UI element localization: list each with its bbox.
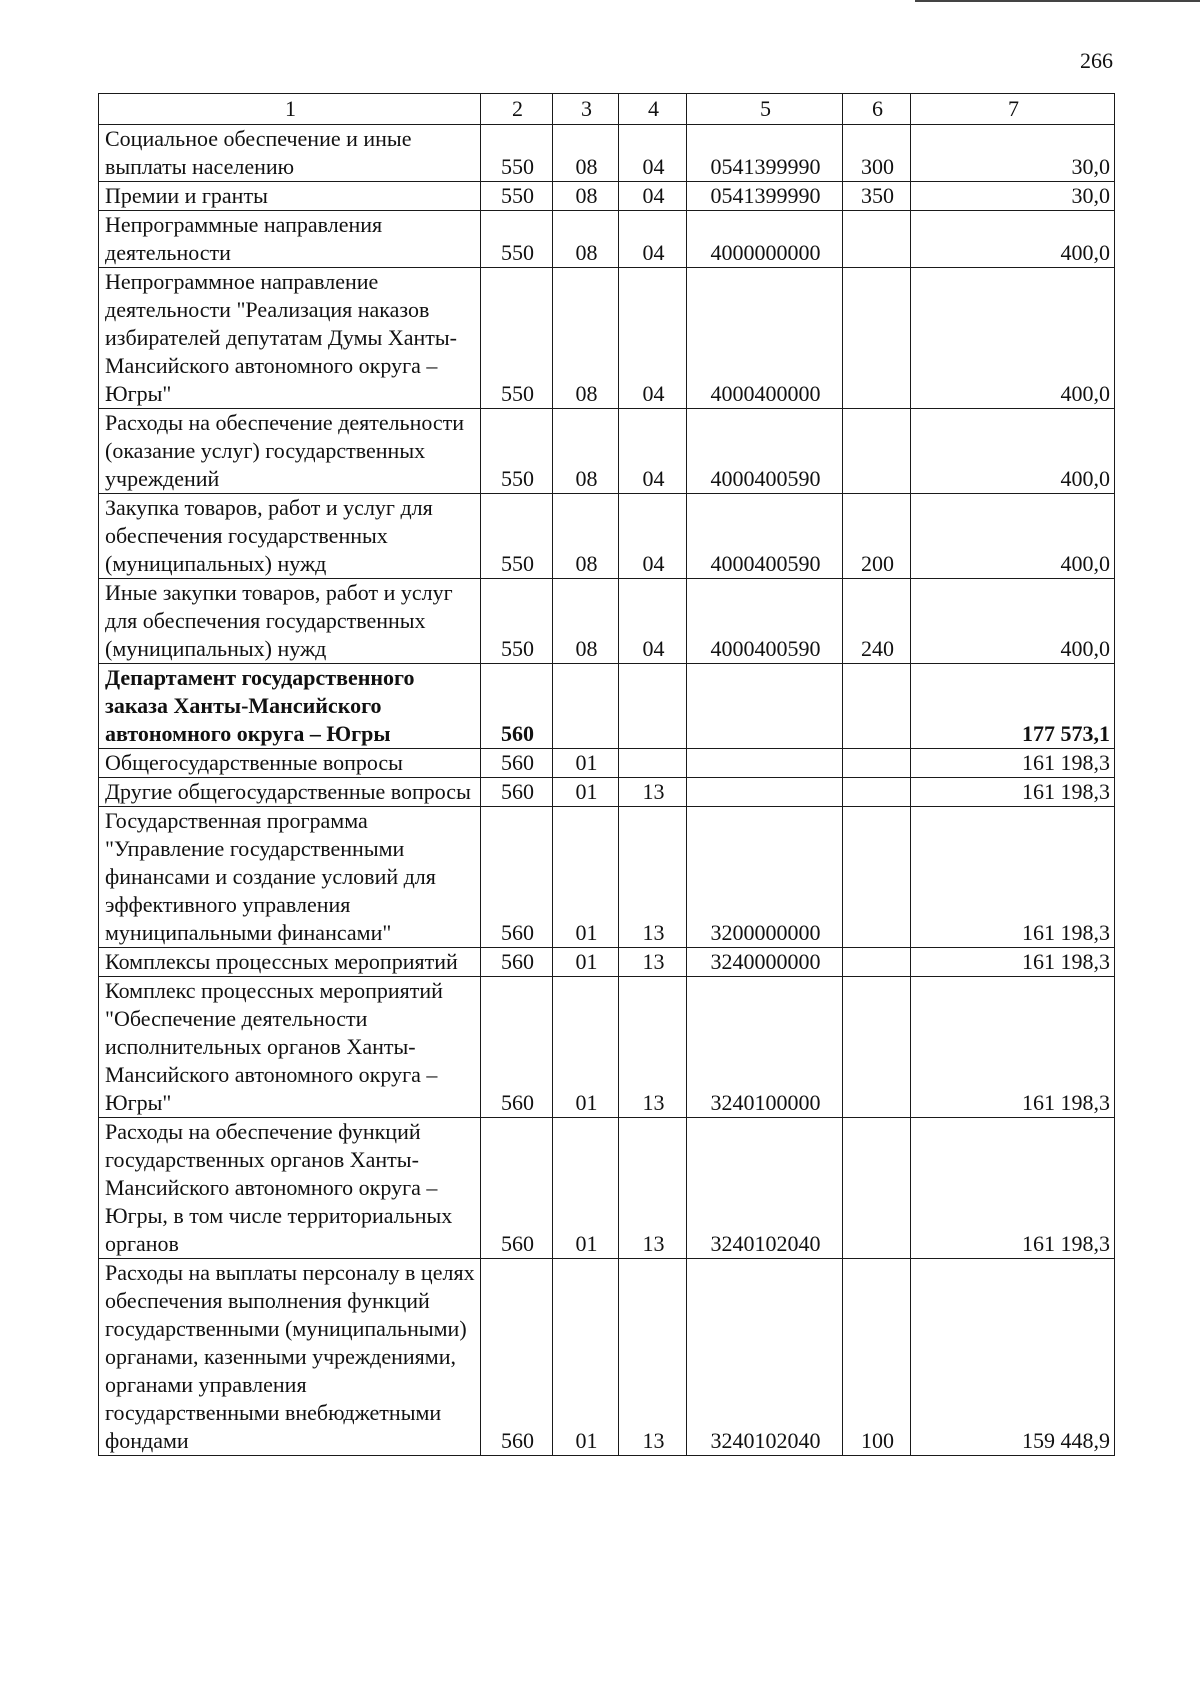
row-admin-code: 550 (481, 494, 553, 579)
row-sum: 161 198,3 (911, 807, 1115, 948)
row-name: Расходы на обеспечение функций государственных органов Ханты-Мансийского автономного округа – Югры, в том числе территориальных органов (99, 1118, 481, 1259)
row-target-article (687, 778, 843, 807)
row-name: Социальное обеспечение и иные выплаты населению (99, 125, 481, 182)
row-subsection: 04 (619, 125, 687, 182)
row-section: 01 (553, 948, 619, 977)
row-expense-type (843, 807, 911, 948)
row-sum: 30,0 (911, 125, 1115, 182)
row-expense-type (843, 948, 911, 977)
row-subsection: 04 (619, 182, 687, 211)
row-expense-type (843, 211, 911, 268)
row-subsection: 13 (619, 1259, 687, 1456)
row-expense-type (843, 977, 911, 1118)
row-expense-type (843, 409, 911, 494)
row-admin-code: 560 (481, 1259, 553, 1456)
row-subsection: 13 (619, 948, 687, 977)
row-target-article: 4000000000 (687, 211, 843, 268)
table-row (99, 579, 1115, 664)
row-admin-code: 550 (481, 211, 553, 268)
row-admin-code: 560 (481, 977, 553, 1118)
row-sum: 161 198,3 (911, 778, 1115, 807)
table-row (99, 409, 1115, 494)
header-cell: 3 (553, 94, 619, 125)
row-target-article: 3200000000 (687, 807, 843, 948)
row-sum: 400,0 (911, 494, 1115, 579)
row-name: Премии и гранты (99, 182, 481, 211)
table-row (99, 807, 1115, 948)
row-subsection: 04 (619, 494, 687, 579)
header-cell: 4 (619, 94, 687, 125)
table-row (99, 494, 1115, 579)
table-row (99, 1259, 1115, 1456)
row-sum: 161 198,3 (911, 1118, 1115, 1259)
table-row (99, 977, 1115, 1118)
row-name: Комплексы процессных мероприятий (99, 948, 481, 977)
row-admin-code: 550 (481, 579, 553, 664)
row-subsection (619, 664, 687, 749)
row-name: Закупка товаров, работ и услуг для обеспечения государственных (муниципальных) нужд (99, 494, 481, 579)
row-target-article (687, 664, 843, 749)
table-row (99, 948, 1115, 977)
row-sum: 177 573,1 (911, 664, 1115, 749)
table-header-row (99, 94, 1115, 125)
row-admin-code: 560 (481, 807, 553, 948)
row-expense-type: 300 (843, 125, 911, 182)
row-target-article: 4000400590 (687, 494, 843, 579)
row-subsection (619, 749, 687, 778)
row-target-article: 4000400590 (687, 409, 843, 494)
row-target-article: 3240102040 (687, 1259, 843, 1456)
row-target-article: 0541399990 (687, 125, 843, 182)
row-subsection: 13 (619, 778, 687, 807)
row-admin-code: 560 (481, 1118, 553, 1259)
row-name: Расходы на обеспечение деятельности (оказание услуг) государственных учреждений (99, 409, 481, 494)
row-sum: 30,0 (911, 182, 1115, 211)
row-expense-type (843, 1118, 911, 1259)
row-name: Непрограммное направление деятельности "Реализация наказов избирателей депутатам Думы Ханты-Мансийского автономного округа – Югры" (99, 268, 481, 409)
row-section: 08 (553, 409, 619, 494)
table-row (99, 749, 1115, 778)
row-section: 01 (553, 1118, 619, 1259)
table-row (99, 211, 1115, 268)
row-section: 01 (553, 749, 619, 778)
row-admin-code: 560 (481, 778, 553, 807)
header-cell: 6 (843, 94, 911, 125)
table-row (99, 268, 1115, 409)
row-target-article: 0541399990 (687, 182, 843, 211)
row-admin-code: 560 (481, 664, 553, 749)
row-section: 01 (553, 778, 619, 807)
table-row (99, 1118, 1115, 1259)
row-target-article: 3240000000 (687, 948, 843, 977)
row-name: Другие общегосударственные вопросы (99, 778, 481, 807)
row-sum: 161 198,3 (911, 948, 1115, 977)
row-expense-type: 350 (843, 182, 911, 211)
row-target-article: 4000400590 (687, 579, 843, 664)
row-subsection: 13 (619, 977, 687, 1118)
table-row (99, 778, 1115, 807)
row-expense-type (843, 749, 911, 778)
row-sum: 400,0 (911, 211, 1115, 268)
row-name: Департамент государственного заказа Ханты-Мансийского автономного округа – Югры (99, 664, 481, 749)
row-admin-code: 550 (481, 125, 553, 182)
row-name: Иные закупки товаров, работ и услуг для обеспечения государственных (муниципальных) нужд (99, 579, 481, 664)
row-expense-type: 200 (843, 494, 911, 579)
row-section: 08 (553, 268, 619, 409)
row-admin-code: 560 (481, 948, 553, 977)
row-section (553, 664, 619, 749)
row-expense-type: 100 (843, 1259, 911, 1456)
row-admin-code: 550 (481, 182, 553, 211)
row-subsection: 13 (619, 807, 687, 948)
row-expense-type: 240 (843, 579, 911, 664)
page-number: 266 (1080, 48, 1113, 73)
row-sum: 400,0 (911, 409, 1115, 494)
row-admin-code: 550 (481, 409, 553, 494)
row-name: Комплекс процессных мероприятий "Обеспечение деятельности исполнительных органов Ханты-Мансийского автономного округа – Югры" (99, 977, 481, 1118)
row-admin-code: 560 (481, 749, 553, 778)
row-expense-type (843, 268, 911, 409)
header-cell: 2 (481, 94, 553, 125)
table-row (99, 125, 1115, 182)
row-name: Государственная программа "Управление государственными финансами и создание условий для эффективного управления муниципальными финансами" (99, 807, 481, 948)
header-cell: 5 (687, 94, 843, 125)
row-name: Общегосударственные вопросы (99, 749, 481, 778)
row-expense-type (843, 778, 911, 807)
row-section: 08 (553, 211, 619, 268)
row-subsection: 04 (619, 579, 687, 664)
row-section: 08 (553, 494, 619, 579)
row-target-article (687, 749, 843, 778)
header-cell: 1 (99, 94, 481, 125)
scan-edge-line (915, 0, 1200, 2)
row-section: 08 (553, 125, 619, 182)
row-sum: 161 198,3 (911, 977, 1115, 1118)
row-section: 01 (553, 977, 619, 1118)
row-subsection: 04 (619, 211, 687, 268)
row-section: 01 (553, 1259, 619, 1456)
row-target-article: 4000400000 (687, 268, 843, 409)
header-cell: 7 (911, 94, 1115, 125)
row-admin-code: 550 (481, 268, 553, 409)
row-subsection: 04 (619, 268, 687, 409)
row-expense-type (843, 664, 911, 749)
row-section: 08 (553, 182, 619, 211)
table-row-department (99, 664, 1115, 749)
table-row (99, 182, 1115, 211)
budget-table (98, 93, 1115, 1456)
row-target-article: 3240102040 (687, 1118, 843, 1259)
row-name: Расходы на выплаты персоналу в целях обеспечения выполнения функций государственными (муниципальными) органами, казенными учреждениями, органами управления государственными внебюджетными фондами (99, 1259, 481, 1456)
row-sum: 159 448,9 (911, 1259, 1115, 1456)
row-sum: 400,0 (911, 268, 1115, 409)
row-sum: 161 198,3 (911, 749, 1115, 778)
row-section: 01 (553, 807, 619, 948)
row-subsection: 13 (619, 1118, 687, 1259)
row-subsection: 04 (619, 409, 687, 494)
row-name: Непрограммные направления деятельности (99, 211, 481, 268)
row-sum: 400,0 (911, 579, 1115, 664)
row-section: 08 (553, 579, 619, 664)
row-target-article: 3240100000 (687, 977, 843, 1118)
